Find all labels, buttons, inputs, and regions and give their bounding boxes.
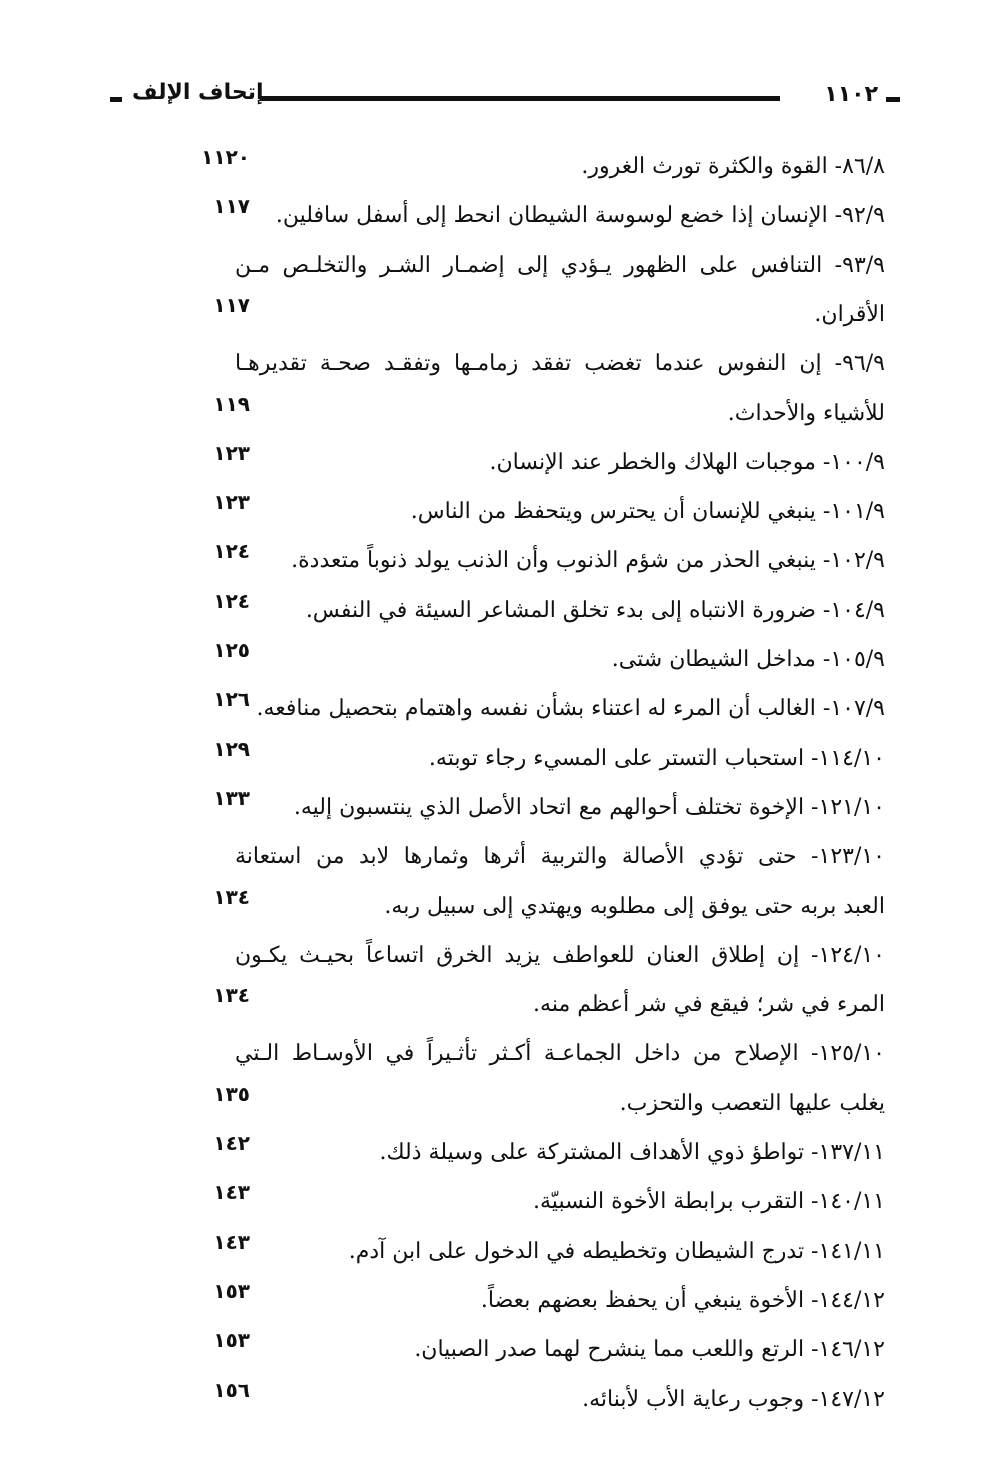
entry-page-number: ١٢٩ xyxy=(213,736,250,761)
header-dash-left xyxy=(110,97,122,102)
entry-page-number: ١٣٤ xyxy=(213,884,250,909)
entry-text-line: ٩٦/٩- إن النفوس عندما تغضب تفقد زمامـها وتفقـد صحـة تقديرهـا xyxy=(235,351,885,377)
entry-text-line: ١٠٧/٩- الغالب أن المرء له اعتناء بشأن نفسه واهتمام بتحصيل منافعه. xyxy=(256,696,885,722)
header-page-number: ١١٠٢ xyxy=(824,82,878,107)
entry-page-number: ١١٩ xyxy=(213,391,250,416)
entry-text-line: ١٠١/٩- ينبغي للإنسان أن يحترس ويتحفظ من الناس. xyxy=(410,499,885,525)
header-rule xyxy=(260,96,780,101)
entry-text-line: ١٠٠/٩- موجبات الهلاك والخطر عند الإنسان. xyxy=(489,449,885,475)
entry-text-line: ١٢٥/١٠- الإصلاح من داخل الجماعـة أكـثر تأثـيراً في الأوسـاط الـتي xyxy=(235,1041,885,1067)
running-header xyxy=(110,80,900,120)
entry-page-number: ١١٧ xyxy=(213,194,250,219)
entry-page-number: ١٢٤ xyxy=(213,588,250,613)
entry-text-line: ١٤١/١١- تدرج الشيطان وتخطيطه في الدخول على ابن آدم. xyxy=(348,1238,885,1264)
entry-page-number: ١٢٦ xyxy=(213,687,250,712)
entry-text-line: ١٢٣/١٠- حتى تؤدي الأصالة والتربية أثرها وثمارها لابد من استعانة xyxy=(235,844,885,870)
entry-page-number: ١٢٣ xyxy=(213,490,250,515)
entry-page-number: ١٣٥ xyxy=(213,1081,250,1106)
entry-text-line: الأقران. xyxy=(814,301,885,327)
entry-text-line: المرء في شر؛ فيقع في شر أعظم منه. xyxy=(533,992,885,1018)
entry-page-number: ١٣٣ xyxy=(213,785,250,810)
entry-page-number: ١١٧ xyxy=(213,292,250,317)
entry-page-number: ١٢٤ xyxy=(213,539,250,564)
header-dash-right xyxy=(886,97,900,102)
entry-page-number: ١٣٤ xyxy=(213,983,250,1008)
header-book-title: إتحاف الإلف xyxy=(132,80,264,105)
entry-page-number: ١٢٥ xyxy=(213,638,250,662)
entry-text-line: ٨٦/٨- القوة والكثرة تورث الغرور. xyxy=(581,154,885,179)
entry-text-line: ١١٤/١٠- استحباب التستر على المسيء رجاء توبته. xyxy=(428,745,885,771)
entry-text-line: ١٤٦/١٢- الرتع واللعب مما ينشرح لهما صدر الصبيان. xyxy=(414,1337,885,1363)
entry-page-number: ١١٢٠ xyxy=(201,145,250,169)
entry-text-line: ١٠٢/٩- ينبغي الحذر من شؤم الذنوب وأن الذنب يولد ذنوباً متعددة. xyxy=(291,548,885,574)
entry-page-number: ١٢٣ xyxy=(213,440,250,465)
entry-text-line: ١٣٧/١١- تواطؤ ذوي الأهداف المشتركة على وسيلة ذلك. xyxy=(379,1140,885,1165)
entry-text-line: يغلب عليها التعصب والتحزب. xyxy=(619,1090,885,1116)
entry-text-line: للأشياء والأحداث. xyxy=(727,400,885,426)
entry-text-line: العبد بربه حتى يوفق إلى مطلوبه ويهتدي إلى سبيل ربه. xyxy=(384,893,885,919)
entry-text-line: ١٤٠/١١- التقرب برابطة الأخوة النسبيّة. xyxy=(533,1189,885,1215)
entry-text-line: ١٠٤/٩- ضرورة الانتباه إلى بدء تخلق المشاعر السيئة في النفس. xyxy=(305,597,885,623)
entry-text-line: ١٢٤/١٠- إن إطلاق العنان للعواطف يزيد الخرق اتساعاً بحيـث يكـون xyxy=(235,942,885,968)
entry-page-number: ١٥٣ xyxy=(213,1278,250,1303)
entry-text-line: ١٤٧/١٢- وجوب رعاية الأب لأبنائه. xyxy=(582,1386,885,1412)
entry-page-number: ١٤٣ xyxy=(213,1229,250,1254)
entry-text-line: ١٤٤/١٢- الأخوة ينبغي أن يحفظ بعضهم بعضاً. xyxy=(480,1287,885,1313)
entry-text-line: ١٠٥/٩- مداخل الشيطان شتى. xyxy=(611,647,885,672)
entry-text-line: ٩٢/٩- الإنسان إذا خضع لوسوسة الشيطان انحط إلى أسفل سافلين. xyxy=(275,203,885,229)
entry-page-number: ١٥٦ xyxy=(213,1377,250,1402)
entry-page-number: ١٥٣ xyxy=(213,1328,250,1353)
entry-page-number: ١٤٢ xyxy=(213,1131,250,1155)
entry-text-line: ١٢١/١٠- الإخوة تختلف أحوالهم مع اتحاد الأصل الذي ينتسبون إليه. xyxy=(293,794,885,820)
entry-text-line: ٩٣/٩- التنافس على الظهور يـؤدي إلى إضمـار الشـر والتخلـص مـن xyxy=(235,252,885,278)
entry-page-number: ١٤٣ xyxy=(213,1180,250,1205)
